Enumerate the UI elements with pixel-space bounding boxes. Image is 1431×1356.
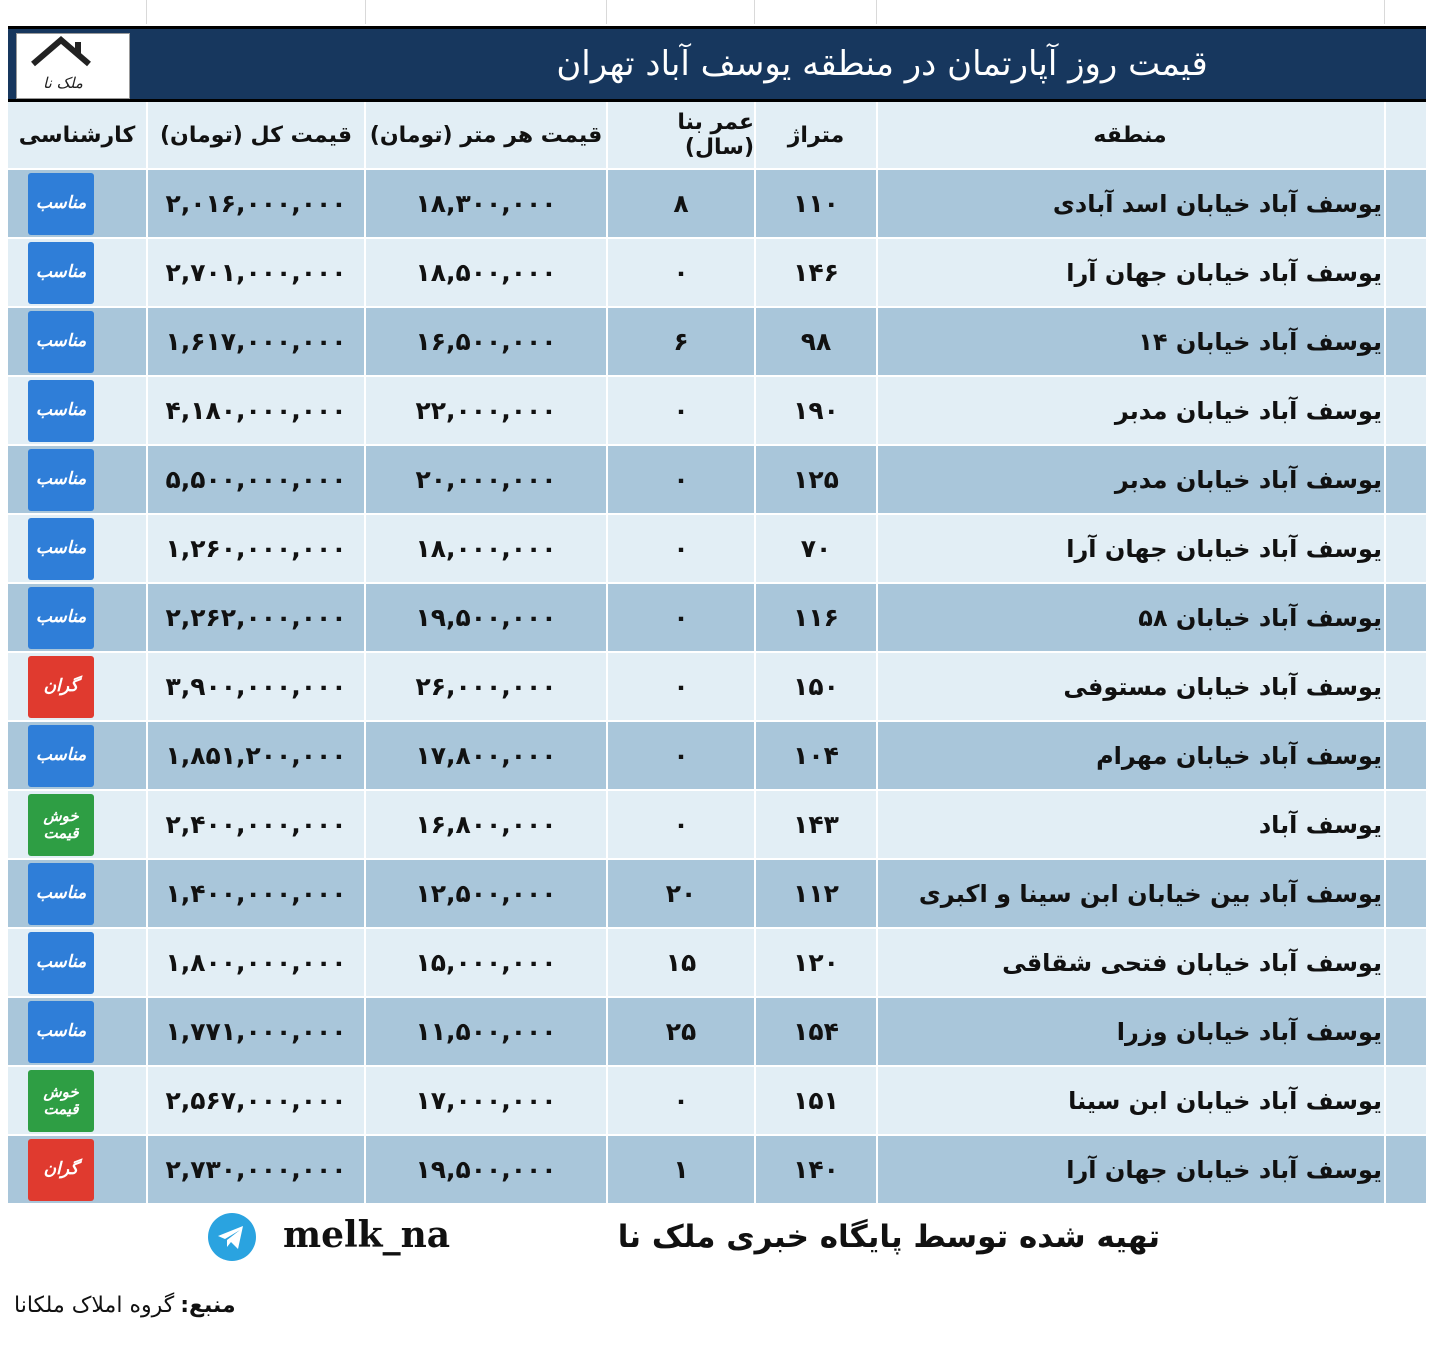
expert-badge: مناسب xyxy=(28,725,94,787)
telegram-icon xyxy=(207,1212,257,1262)
cell-expert xyxy=(8,791,146,858)
source-line xyxy=(14,1288,236,1322)
price-table xyxy=(8,102,1426,1205)
column-header-region: منطقه xyxy=(876,102,1384,168)
table-row xyxy=(8,653,1426,722)
cell-total-price: ۲,۲۶۲,۰۰۰,۰۰۰ xyxy=(146,584,364,651)
cell-price-per-meter: ۱۹,۵۰۰,۰۰۰ xyxy=(364,1136,606,1203)
table-row xyxy=(8,239,1426,308)
expert-badge: مناسب xyxy=(28,311,94,373)
cell-expert xyxy=(8,377,146,444)
cell-area: ۱۴۶ xyxy=(754,239,876,306)
spreadsheet-top-strip xyxy=(0,0,1431,24)
cell-area: ۱۱۶ xyxy=(754,584,876,651)
cell-area: ۱۴۳ xyxy=(754,791,876,858)
table-row xyxy=(8,929,1426,998)
expert-badge: مناسب xyxy=(28,380,94,442)
cell-total-price: ۱,۲۶۰,۰۰۰,۰۰۰ xyxy=(146,515,364,582)
expert-badge: مناسب xyxy=(28,932,94,994)
cell-expert xyxy=(8,584,146,651)
cell-total-price: ۱,۴۰۰,۰۰۰,۰۰۰ xyxy=(146,860,364,927)
cell-age: ۸ xyxy=(606,170,754,237)
cell-area: ۱۱۰ xyxy=(754,170,876,237)
cell-region: یوسف آباد خیابان ابن سینا xyxy=(876,1067,1384,1134)
cell-area: ۱۱۲ xyxy=(754,860,876,927)
expert-badge: مناسب xyxy=(28,1001,94,1063)
cell-expert xyxy=(8,860,146,927)
cell-region: یوسف آباد خیابان ۵۸ xyxy=(876,584,1384,651)
column-header-age: عمر بنا (سال) xyxy=(606,102,754,168)
table-row xyxy=(8,791,1426,860)
expert-badge: مناسب xyxy=(28,863,94,925)
row-spacer xyxy=(1384,929,1426,996)
cell-area: ۱۰۴ xyxy=(754,722,876,789)
row-spacer xyxy=(1384,584,1426,651)
row-spacer xyxy=(1384,446,1426,513)
cell-price-per-meter: ۱۷,۰۰۰,۰۰۰ xyxy=(364,1067,606,1134)
column-header-expert: کارشناسی xyxy=(18,122,136,148)
cell-area: ۱۵۴ xyxy=(754,998,876,1065)
logo-text: ملک نا xyxy=(43,74,83,92)
cell-age: ۱۵ xyxy=(606,929,754,996)
cell-area: ۱۵۱ xyxy=(754,1067,876,1134)
telegram-handle: melk_na xyxy=(283,1214,451,1256)
grid-line xyxy=(365,0,366,24)
expert-badge: مناسب xyxy=(28,449,94,511)
cell-area: ۱۵۰ xyxy=(754,653,876,720)
cell-total-price: ۱,۸۵۱,۲۰۰,۰۰۰ xyxy=(146,722,364,789)
cell-area: ۷۰ xyxy=(754,515,876,582)
cell-age: ۰ xyxy=(606,584,754,651)
cell-region: یوسف آباد خیابان مستوفی xyxy=(876,653,1384,720)
table-row xyxy=(8,722,1426,791)
cell-area: ۱۹۰ xyxy=(754,377,876,444)
grid-line xyxy=(1384,0,1385,24)
cell-total-price: ۲,۷۰۱,۰۰۰,۰۰۰ xyxy=(146,239,364,306)
cell-total-price: ۲,۴۰۰,۰۰۰,۰۰۰ xyxy=(146,791,364,858)
cell-total-price: ۳,۹۰۰,۰۰۰,۰۰۰ xyxy=(146,653,364,720)
row-spacer xyxy=(1384,1136,1426,1203)
cell-age: ۱ xyxy=(606,1136,754,1203)
cell-total-price: ۱,۸۰۰,۰۰۰,۰۰۰ xyxy=(146,929,364,996)
cell-age: ۰ xyxy=(606,791,754,858)
cell-price-per-meter: ۱۵,۰۰۰,۰۰۰ xyxy=(364,929,606,996)
cell-price-per-meter: ۱۶,۵۰۰,۰۰۰ xyxy=(364,308,606,375)
cell-region: یوسف آباد xyxy=(876,791,1384,858)
cell-region: یوسف آباد خیابان وزرا xyxy=(876,998,1384,1065)
cell-price-per-meter: ۲۲,۰۰۰,۰۰۰ xyxy=(364,377,606,444)
expert-badge: خوش قیمت xyxy=(28,794,94,856)
table-row xyxy=(8,1136,1426,1205)
cell-region: یوسف آباد خیابان فتحی شقاقی xyxy=(876,929,1384,996)
row-spacer xyxy=(1384,515,1426,582)
cell-region: یوسف آباد بین خیابان ابن سینا و اکبری xyxy=(876,860,1384,927)
cell-age: ۰ xyxy=(606,1067,754,1134)
logo xyxy=(16,33,130,99)
source-value: گروه املاک ملکانا xyxy=(14,1292,175,1318)
title-bar xyxy=(8,26,1426,102)
cell-price-per-meter: ۲۶,۰۰۰,۰۰۰ xyxy=(364,653,606,720)
cell-price-per-meter: ۱۸,۵۰۰,۰۰۰ xyxy=(364,239,606,306)
cell-total-price: ۲,۰۱۶,۰۰۰,۰۰۰ xyxy=(146,170,364,237)
cell-age: ۰ xyxy=(606,722,754,789)
cell-region: یوسف آباد خیابان مهرام xyxy=(876,722,1384,789)
column-header-area: متراژ xyxy=(754,102,876,168)
expert-badge: مناسب xyxy=(28,242,94,304)
cell-area: ۹۸ xyxy=(754,308,876,375)
cell-total-price: ۴,۱۸۰,۰۰۰,۰۰۰ xyxy=(146,377,364,444)
page-title: قیمت روز آپارتمان در منطقه یوسف آباد تهران xyxy=(556,44,1208,84)
cell-total-price: ۲,۷۳۰,۰۰۰,۰۰۰ xyxy=(146,1136,364,1203)
cell-region: یوسف آباد خیابان اسد آبادی xyxy=(876,170,1384,237)
cell-expert xyxy=(8,515,146,582)
table-body xyxy=(8,170,1426,1205)
table-row xyxy=(8,170,1426,239)
grid-line xyxy=(146,0,147,24)
cell-age: ۲۵ xyxy=(606,998,754,1065)
grid-line xyxy=(876,0,877,24)
row-spacer xyxy=(1384,860,1426,927)
expert-badge: گران xyxy=(28,656,94,718)
table-header-row xyxy=(8,102,1426,170)
cell-expert xyxy=(8,653,146,720)
cell-age: ۰ xyxy=(606,653,754,720)
cell-price-per-meter: ۱۸,۳۰۰,۰۰۰ xyxy=(364,170,606,237)
cell-expert xyxy=(8,239,146,306)
expert-badge: گران xyxy=(28,1139,94,1201)
cell-expert xyxy=(8,1067,146,1134)
row-spacer xyxy=(1384,653,1426,720)
cell-price-per-meter: ۱۲,۵۰۰,۰۰۰ xyxy=(364,860,606,927)
row-spacer xyxy=(1384,791,1426,858)
cell-price-per-meter: ۱۷,۸۰۰,۰۰۰ xyxy=(364,722,606,789)
column-header-total-price: قیمت کل (تومان) xyxy=(146,102,364,168)
cell-region: یوسف آباد خیابان مدبر xyxy=(876,446,1384,513)
cell-expert xyxy=(8,1136,146,1203)
row-spacer xyxy=(1384,1067,1426,1134)
expert-badge: مناسب xyxy=(28,173,94,235)
header-spacer xyxy=(1384,102,1426,168)
cell-region: یوسف آباد خیابان ۱۴ xyxy=(876,308,1384,375)
cell-total-price: ۲,۵۶۷,۰۰۰,۰۰۰ xyxy=(146,1067,364,1134)
row-spacer xyxy=(1384,239,1426,306)
cell-price-per-meter: ۲۰,۰۰۰,۰۰۰ xyxy=(364,446,606,513)
cell-region: یوسف آباد خیابان مدبر xyxy=(876,377,1384,444)
cell-expert xyxy=(8,170,146,237)
table-row xyxy=(8,998,1426,1067)
cell-total-price: ۵,۵۰۰,۰۰۰,۰۰۰ xyxy=(146,446,364,513)
expert-badge: خوش قیمت xyxy=(28,1070,94,1132)
table-row xyxy=(8,377,1426,446)
cell-total-price: ۱,۷۷۱,۰۰۰,۰۰۰ xyxy=(146,998,364,1065)
grid-line xyxy=(606,0,607,24)
table-row xyxy=(8,584,1426,653)
cell-expert xyxy=(8,998,146,1065)
source-label: منبع: xyxy=(180,1292,236,1318)
cell-price-per-meter: ۱۹,۵۰۰,۰۰۰ xyxy=(364,584,606,651)
cell-price-per-meter: ۱۶,۸۰۰,۰۰۰ xyxy=(364,791,606,858)
expert-badge: مناسب xyxy=(28,518,94,580)
table-row xyxy=(8,515,1426,584)
row-spacer xyxy=(1384,722,1426,789)
table-row xyxy=(8,446,1426,515)
cell-age: ۶ xyxy=(606,308,754,375)
table-row xyxy=(8,1067,1426,1136)
table-row xyxy=(8,860,1426,929)
cell-age: ۲۰ xyxy=(606,860,754,927)
cell-age: ۰ xyxy=(606,446,754,513)
cell-price-per-meter: ۱۸,۰۰۰,۰۰۰ xyxy=(364,515,606,582)
row-spacer xyxy=(1384,377,1426,444)
row-spacer xyxy=(1384,308,1426,375)
cell-expert xyxy=(8,929,146,996)
cell-region: یوسف آباد خیابان جهان آرا xyxy=(876,239,1384,306)
row-spacer xyxy=(1384,998,1426,1065)
house-roof-icon xyxy=(17,34,129,98)
cell-region: یوسف آباد خیابان جهان آرا xyxy=(876,515,1384,582)
cell-age: ۰ xyxy=(606,515,754,582)
cell-expert xyxy=(8,308,146,375)
expert-badge: مناسب xyxy=(28,587,94,649)
column-header-price-per-meter: قیمت هر متر (تومان) xyxy=(364,102,606,168)
cell-price-per-meter: ۱۱,۵۰۰,۰۰۰ xyxy=(364,998,606,1065)
cell-total-price: ۱,۶۱۷,۰۰۰,۰۰۰ xyxy=(146,308,364,375)
cell-expert xyxy=(8,722,146,789)
cell-area: ۱۴۰ xyxy=(754,1136,876,1203)
table-row xyxy=(8,308,1426,377)
row-spacer xyxy=(1384,170,1426,237)
grid-line xyxy=(754,0,755,24)
footer-credit: تهیه شده توسط پایگاه خبری ملک نا xyxy=(617,1219,1160,1255)
cell-region: یوسف آباد خیابان جهان آرا xyxy=(876,1136,1384,1203)
cell-age: ۰ xyxy=(606,377,754,444)
cell-area: ۱۲۵ xyxy=(754,446,876,513)
cell-age: ۰ xyxy=(606,239,754,306)
cell-area: ۱۲۰ xyxy=(754,929,876,996)
cell-expert xyxy=(8,446,146,513)
